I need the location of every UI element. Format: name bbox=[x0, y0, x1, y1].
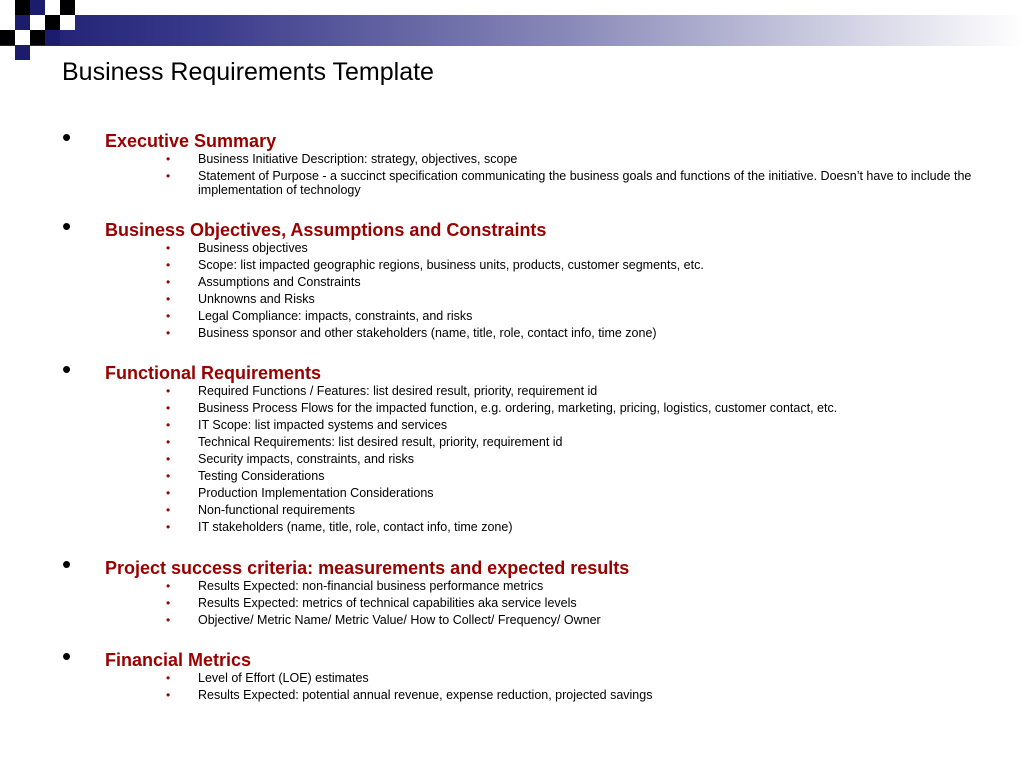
bullet-icon: • bbox=[166, 435, 171, 449]
list-item: • Results Expected: metrics of technical capabilities aka service levels bbox=[166, 596, 577, 610]
bullet-icon: • bbox=[166, 613, 171, 627]
bullet-icon: • bbox=[166, 579, 171, 593]
list-item: • Results Expected: potential annual revenue, expense reduction, projected savings bbox=[166, 688, 653, 702]
bullet-icon: • bbox=[166, 292, 171, 306]
list-item: • Level of Effort (LOE) estimates bbox=[166, 671, 369, 685]
list-item: • IT Scope: list impacted systems and services bbox=[166, 418, 448, 432]
list-item: • Required Functions / Features: list desired result, priority, requirement id bbox=[166, 384, 598, 398]
slide-title: Business Requirements Template bbox=[62, 58, 434, 86]
bullet-icon: • bbox=[166, 384, 171, 398]
bullet-icon: • bbox=[166, 169, 171, 183]
bullet-icon: • bbox=[166, 152, 171, 166]
bullet-icon: • bbox=[166, 401, 171, 415]
list-item: • Testing Considerations bbox=[166, 469, 325, 483]
list-item: • Assumptions and Constraints bbox=[166, 275, 361, 289]
bullet-icon: • bbox=[166, 688, 171, 702]
list-item: • Legal Compliance: impacts, constraints, and risks bbox=[166, 309, 473, 323]
list-item: • IT stakeholders (name, title, role, contact info, time zone) bbox=[166, 520, 513, 534]
bullet-icon: • bbox=[166, 671, 171, 685]
list-item: • Scope: list impacted geographic regions, business units, products, customer segments, etc. bbox=[166, 258, 704, 272]
list-item: • Business sponsor and other stakeholders (name, title, role, contact info, time zone) bbox=[166, 326, 657, 340]
list-item: • Business objectives bbox=[166, 241, 308, 255]
list-item: • Technical Requirements: list desired result, priority, requirement id bbox=[166, 435, 563, 449]
list-item: • Non-functional requirements bbox=[166, 503, 356, 517]
bullet-icon: • bbox=[166, 418, 171, 432]
bullet-icon: • bbox=[166, 486, 171, 500]
section-heading: Functional Requirements bbox=[105, 363, 322, 383]
bullet-icon: • bbox=[166, 309, 171, 323]
bullet-icon: • bbox=[62, 211, 72, 241]
section-heading: Project success criteria: measurements and expected results bbox=[105, 558, 630, 578]
bullet-icon: • bbox=[166, 326, 171, 340]
bullet-icon: • bbox=[166, 596, 171, 610]
list-item: • Production Implementation Considerations bbox=[166, 486, 434, 500]
bullet-icon: • bbox=[166, 241, 171, 255]
list-item: • Unknowns and Risks bbox=[166, 292, 315, 306]
section-heading: Business Objectives, Assumptions and Constraints bbox=[105, 220, 547, 240]
list-item: • Objective/ Metric Name/ Metric Value/ How to Collect/ Frequency/ Owner bbox=[166, 613, 601, 627]
bullet-icon: • bbox=[62, 122, 72, 152]
bullet-icon: • bbox=[166, 503, 171, 517]
bullet-icon: • bbox=[166, 275, 171, 289]
bullet-icon: • bbox=[166, 452, 171, 466]
list-item: • Business Initiative Description: strategy, objectives, scope bbox=[166, 152, 518, 166]
list-item: • Statement of Purpose - a succinct specification communicating the business goals and functions of the initiative. Doesn’t have to include the implementation of technology bbox=[166, 169, 972, 197]
list-item: • Business Process Flows for the impacted function, e.g. ordering, marketing, pricing, logistics, customer contact, etc. bbox=[166, 401, 838, 415]
section-heading: Executive Summary bbox=[105, 131, 277, 151]
bullet-icon: • bbox=[166, 469, 171, 483]
list-item: • Results Expected: non-financial business performance metrics bbox=[166, 579, 544, 593]
bullet-icon: • bbox=[62, 354, 72, 384]
bullet-icon: • bbox=[62, 641, 72, 671]
section-heading: Financial Metrics bbox=[105, 650, 252, 670]
list-item: • Security impacts, constraints, and risks bbox=[166, 452, 415, 466]
bullet-icon: • bbox=[62, 549, 72, 579]
bullet-icon: • bbox=[166, 258, 171, 272]
bullet-icon: • bbox=[166, 520, 171, 534]
